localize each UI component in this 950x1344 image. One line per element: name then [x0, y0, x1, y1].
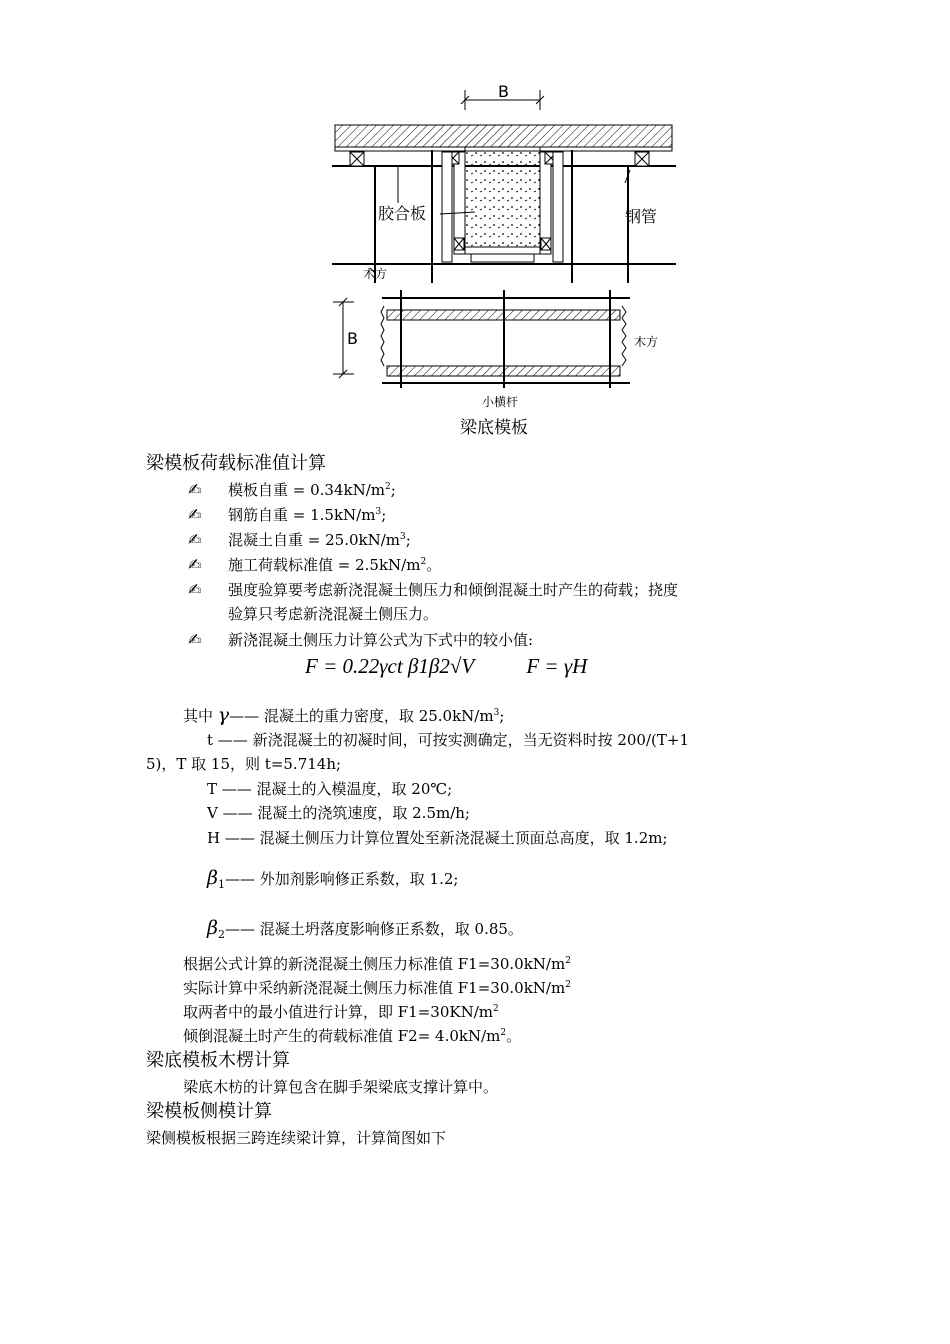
item-construction-load: 施工荷载标准值 = $2.5kN/m^2$。 [228, 556, 442, 574]
bullet-icon: ✍ [188, 555, 202, 574]
label-plywood: 胶合板 [378, 204, 427, 223]
result-adopted-pressure: 实际计算中采纳新浇混凝土侧压力标准值 $F1=30.0kN/m^2$ [183, 979, 571, 997]
label-timber-1: 木方 [363, 267, 388, 281]
label-steel-pipe: 钢管 [625, 207, 658, 226]
item-strength-check: 强度验算要考虑新浇混凝土侧压力和倾倒混凝土时产生的荷载；挠度 [228, 581, 679, 599]
dim-label-side: B [347, 329, 358, 348]
section-bottom-joist-text: 梁底木枋的计算包含在脚手架梁底支撑计算中。 [183, 1078, 499, 1096]
label-small-bar: 小横杆 [482, 395, 519, 409]
def-H: H —— 混凝土侧压力计算位置处至新浇混凝土顶面总高度，取 1.2m; [207, 829, 668, 847]
result-formula-pressure: 根据公式计算的新浇混凝土侧压力标准值 $F1=30.0kN/m^2$ [183, 955, 571, 973]
label-timber-2: 木方 [634, 335, 659, 349]
result-pouring-load: 倾倒混凝土时产生的荷载标准值 $F2= 4.0kN/m^2$。 [183, 1027, 522, 1045]
def-beta2: $\beta_2——$ 混凝土坍落度影响修正系数，取 0.85。 [207, 917, 523, 941]
section-heading-side-form: 梁模板侧模计算 [146, 1101, 272, 1122]
item-concrete-weight: 混凝土自重 = $25.0kN/m^3$; [228, 531, 411, 549]
item-rebar-weight: 钢筋自重 = $1.5kN/m^3$; [228, 506, 387, 524]
bullet-icon: ✍ [188, 505, 202, 524]
formwork-drawing [330, 78, 680, 440]
item-strength-check-cont: 验算只考虑新浇混凝土侧压力。 [228, 605, 439, 623]
bullet-icon: ✍ [188, 530, 202, 549]
def-T: T —— 混凝土的入模温度，取 20℃; [207, 780, 453, 798]
figure-caption: 梁底模板 [460, 418, 528, 438]
def-t-line1: t —— 新浇混凝土的初凝时间，可按实测确定，当无资料时按 200/(T+1 [207, 731, 689, 749]
bullet-icon: ✍ [188, 480, 202, 499]
bullet-icon: ✍ [188, 580, 202, 599]
dim-label-top: B [498, 82, 509, 101]
beam-concrete [465, 147, 540, 247]
section-heading-bottom-joist: 梁底模板木楞计算 [146, 1050, 290, 1071]
def-t-line2: 5)，T 取 15，则 t=5.714h; [146, 755, 342, 773]
item-formwork-weight: 模板自重 = $0.34kN/m^2$; [228, 481, 396, 499]
bullet-icon: ✍ [188, 630, 202, 649]
slab [335, 125, 672, 147]
top-dimension [461, 82, 544, 110]
formula-2: F = γH [526, 654, 588, 678]
def-V: V —— 混凝土的浇筑速度，取 2.5m/h; [207, 804, 470, 822]
def-gamma: 其中 γ—— 混凝土的重力密度，取 $25.0kN/m^3$; [183, 704, 505, 726]
item-formula-intro: 新浇混凝土侧压力计算公式为下式中的较小值: [228, 631, 534, 649]
plan-view [333, 290, 658, 438]
result-min-value: 取两者中的最小值进行计算，即 $F1=30KN/m^2$ [183, 1003, 499, 1021]
formula-1: F = 0.22γct β1β2√V [305, 654, 474, 678]
section-heading-load: 梁模板荷载标准值计算 [146, 453, 326, 474]
def-beta1: $\beta_1——$ 外加剂影响修正系数，取 1.2; [207, 867, 459, 891]
beam-formwork-figure [330, 78, 680, 440]
section-side-form-text: 梁侧模板根据三跨连续梁计算，计算简图如下 [146, 1129, 447, 1147]
pressure-formula [305, 654, 587, 679]
